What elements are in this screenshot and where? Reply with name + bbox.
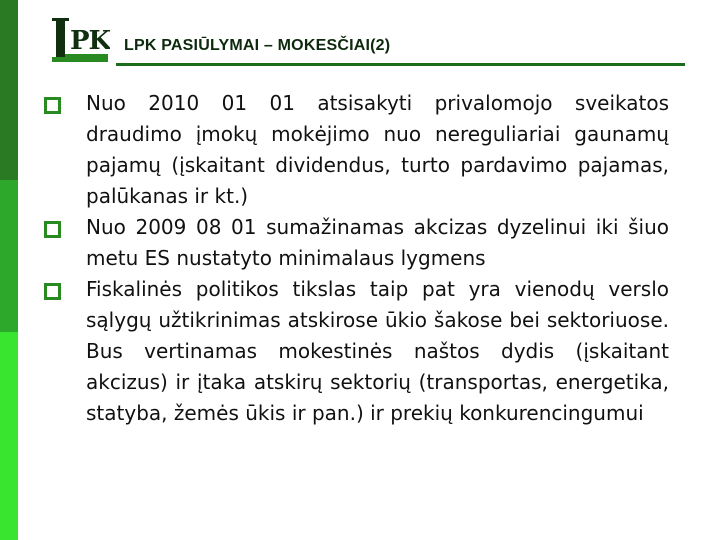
bullet-list <box>0 88 720 429</box>
header-rule <box>116 63 685 66</box>
square-bullet-icon <box>44 221 61 238</box>
bullet-item-1 <box>86 88 669 212</box>
page-title: LPK PASIŪLYMAI – MOKESČIAI(2) <box>124 37 391 54</box>
square-bullet-icon <box>44 283 61 300</box>
bullet-text: Fiskalinės politikos tikslas taip pat yra vienodų verslo sąlygų užtikrinimas atskirose ūkio šakose bei sektoriuose. Bus vertinamas mokestinės naštos dydis (įskaitant akcizus) ir įtaka atskirų sektorių (transportas, energetika, statyba, žemės ūkis ir pan.) ir prekių konkurencingumui <box>86 277 669 425</box>
bullet-text: Nuo 2009 08 01 sumažinamas akcizas dyzelinui iki šiuo metu ES nustatyto minimalaus lygmens <box>86 215 669 270</box>
bullet-text: Nuo 2010 01 01 atsisakyti privalomojo sveikatos draudimo įmokų mokėjimo nuo nereguliariai gaunamų pajamų (įskaitant dividendus, turto pardavimo pajamas, palūkanas ir kt.) <box>86 91 669 208</box>
lpk-logo <box>50 14 110 66</box>
svg-text:PK: PK <box>70 26 110 56</box>
square-bullet-icon <box>44 97 61 114</box>
bullet-item-2 <box>86 212 669 274</box>
bullet-item-3 <box>86 274 669 429</box>
